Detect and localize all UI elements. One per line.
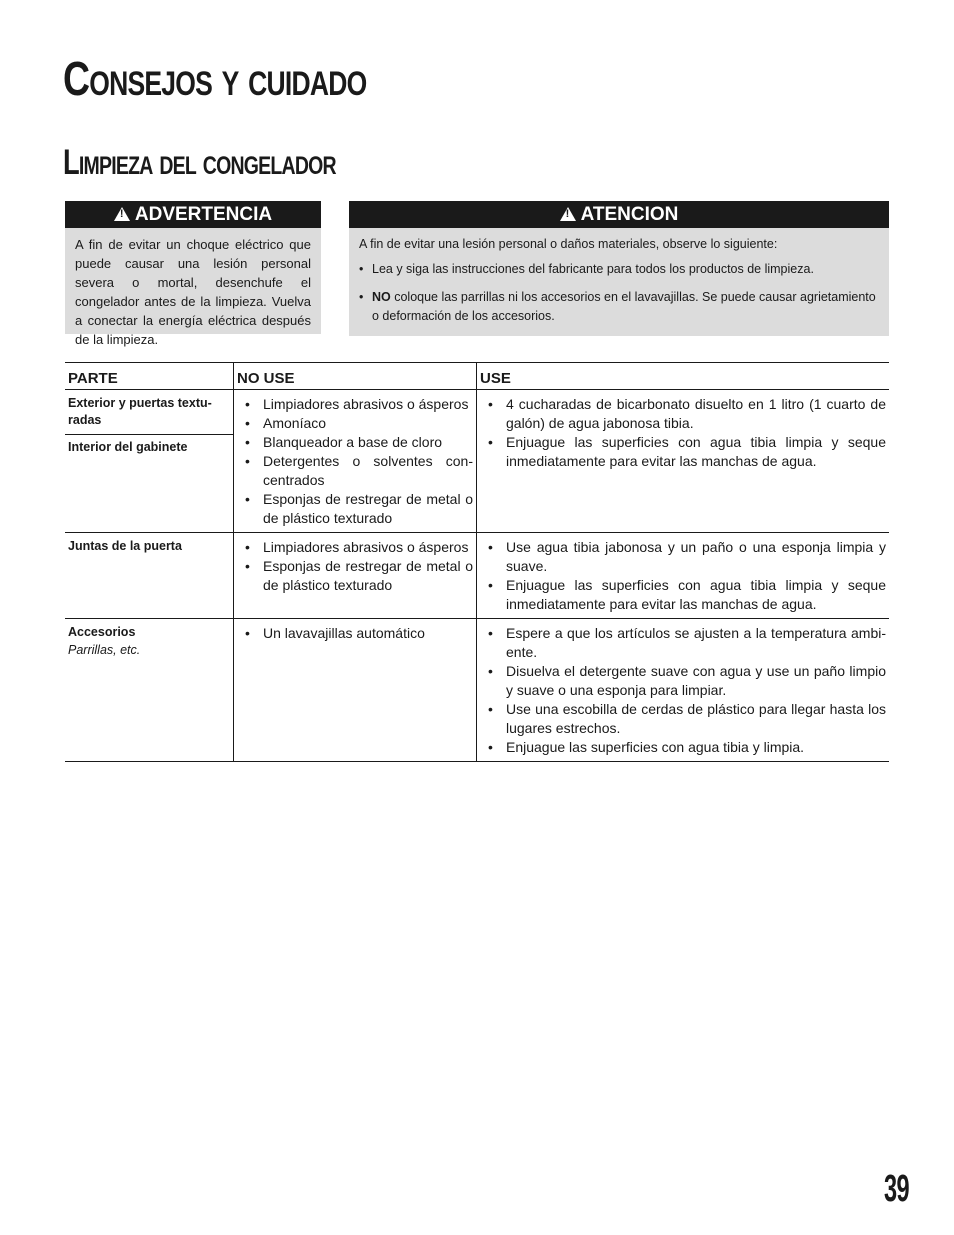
list-item: • Limpiadores abrasivos o ásperos [237, 395, 473, 414]
warning-triangle-icon [560, 207, 576, 221]
list-item: • Disuelva el detergente suave con agua y use un paño limpio y suave o una esponja para limpiar. [480, 662, 886, 700]
table-header-row [65, 363, 889, 390]
part-cell [65, 533, 234, 619]
header-parte: PARTE [65, 363, 234, 390]
list-item: • Espere a que los artículos se ajusten a la temperatura ambi-ente. [480, 624, 886, 662]
part-cell [65, 390, 234, 533]
advertencia-heading [65, 201, 321, 228]
no-use-cell [234, 619, 477, 762]
list-item: • Limpiadores abrasivos o ásperos [237, 538, 473, 557]
advertencia-text: A fin de evitar un choque eléctrico que puede causar una lesión personal severa o mortal, desenchufe el congelador antes de la limpieza. Vuelva a conectar la energía eléctrica después de la limpieza. [75, 237, 311, 347]
advertencia-box [65, 201, 321, 347]
use-cell [477, 533, 890, 619]
atencion-heading-text: ATENCION [580, 204, 679, 225]
table-row [65, 533, 889, 619]
atencion-box [349, 201, 889, 336]
atencion-item-text: coloque las parrillas ni los accesorios en el lavavajillas. Se puede causar agrietamiento o deformación de los accesorios. [372, 290, 876, 323]
use-cell [477, 619, 890, 762]
list-item: • Enjuague las superficies con agua tibia limpia y seque inmediatamente para evitar las manchas de agua. [480, 433, 886, 471]
list-item: • Un lavavajillas automático [237, 624, 473, 643]
header-no-use: NO USE [234, 363, 477, 390]
list-item: • Enjuague las superficies con agua tibia y limpia. [480, 738, 886, 757]
use-cell [477, 390, 890, 533]
atencion-item: • Lea y siga las instrucciones del fabricante para todos los productos de limpieza. [359, 260, 879, 279]
list-item: • 4 cucharadas de bicarbonato disuelto en 1 litro (1 cuarto de galón) de agua jabonosa tibia. [480, 395, 886, 433]
table-row [65, 390, 889, 533]
part-label: Accesorios [68, 625, 136, 639]
no-use-cell [234, 533, 477, 619]
atencion-item-bold: NO [372, 290, 391, 304]
list-item: • Use agua tibia jabonosa y un paño o una esponja limpia y suave. [480, 538, 886, 576]
no-use-cell [234, 390, 477, 533]
table-row [65, 619, 889, 762]
page-title: Consejos y cuidado [63, 53, 367, 106]
part-sublabel: Parrillas, etc. [68, 643, 141, 657]
warning-triangle-icon [114, 207, 130, 221]
section-title: Limpieza del congelador [63, 143, 336, 182]
page-number: 39 [884, 1168, 909, 1210]
part-label: Exterior y puertas textu-radas [68, 396, 212, 427]
list-item: • Esponjas de restregar de metal o de plástico texturado [237, 557, 473, 595]
atencion-heading [349, 201, 889, 228]
part-label: Juntas de la puerta [68, 539, 182, 553]
atencion-body [349, 228, 889, 341]
atencion-list [359, 260, 879, 326]
list-item: • Enjuague las superficies con agua tibia limpia y seque inmediatamente para evitar las manchas de agua. [480, 576, 886, 614]
part-cell [65, 619, 234, 762]
atencion-intro: A fin de evitar una lesión personal o daños materiales, observe lo siguiente: [359, 237, 778, 251]
part-label: Interior del gabinete [65, 434, 233, 456]
list-item: • Blanqueador a base de cloro [237, 433, 473, 452]
list-item: • Use una escobilla de cerdas de plástico para llegar hasta los lugares estrechos. [480, 700, 886, 738]
atencion-item [359, 288, 879, 326]
header-use: USE [477, 363, 890, 390]
list-item: • Detergentes o solventes con-centrados [237, 452, 473, 490]
list-item: • Amoníaco [237, 414, 473, 433]
cleaning-table [65, 362, 889, 762]
advertencia-heading-text: ADVERTENCIA [134, 204, 273, 225]
list-item: • Esponjas de restregar de metal o de plástico texturado [237, 490, 473, 528]
